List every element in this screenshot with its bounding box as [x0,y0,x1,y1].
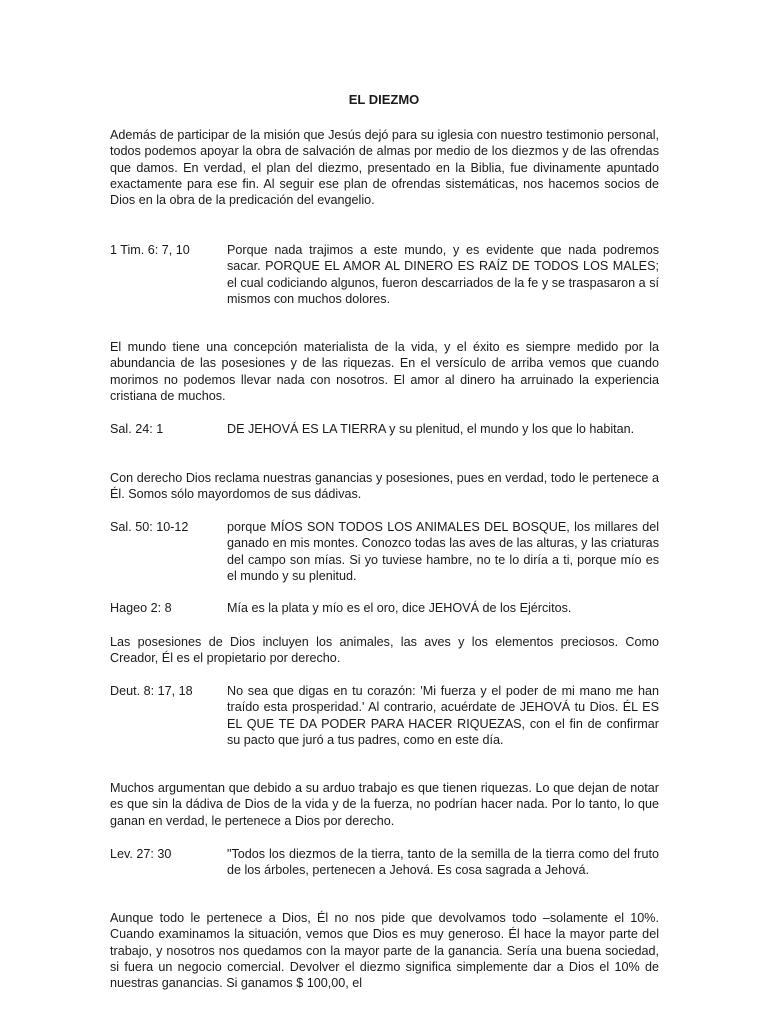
paragraph-text: Muchos argumentan que debido a su arduo trabajo es que tienen riquezas. Lo que dejan de notar es que sin la dádiva de Dios de la vida y de la fuerza, no podrían hacer nada. Por lo tanto, lo que ganan en verdad, le pertenece a Dios por derecho. [110,781,659,828]
verse-reference: Hageo 2: 8 [110,601,172,615]
paragraph-creator [110,634,659,667]
paragraph-text: Las posesiones de Dios incluyen los animales, las aves y los elementos preciosos. Como Creador, Él es el propietario por derecho. [110,635,659,666]
paragraph-stewards [110,470,659,503]
verse-text: Mía es la plata y mío es el oro, dice JEHOVÁ de los Ejércitos. [227,601,572,615]
verse-reference: Sal. 24: 1 [110,422,164,436]
verse-text: Porque nada trajimos a este mundo, y es evidente que nada podremos sacar. PORQUE EL AMOR AL DINERO ES RAÍZ DE TODOS LOS MALES; el cual codiciando algunos, fueron descarriados de la fe y se traspasaron a sí mismos con muchos dolores. [227,243,659,306]
paragraph-ten-percent [110,910,659,991]
verse-reference: 1 Tim. 6: 7, 10 [110,243,190,257]
paragraph-text: Con derecho Dios reclama nuestras ganancias y posesiones, pues en verdad, todo le pertenece a Él. Somos sólo mayordomos de sus dádivas. [110,471,659,502]
paragraph-text: Aunque todo le pertenece a Dios, Él no nos pide que devolvamos todo –solamente el 10%. Cuando examinamos la situación, vemos que Dios es muy generoso. Él hace la mayor parte del trabajo, y nosotros nos quedamos con la mayor parte de la ganancia. Sería una buena sociedad, si fuera un negocio comercial. Devolver el diezmo significa simplemente dar a Dios el 10% de nuestras ganancias. Si ganamos $ 100,00, el [110,911,659,991]
paragraph-text: El mundo tiene una concepción materialista de la vida, y el éxito es siempre medido por la abundancia de las posesiones y de las riquezas. En el versículo de arriba vemos que cuando morimos no podemos llevar nada con nosotros. El amor al dinero ha arruinado la experiencia cristiana de muchos. [110,340,659,403]
verse-reference: Sal. 50: 10-12 [110,520,189,534]
document-title: EL DIEZMO [348,92,420,107]
paragraph-text: Además de participar de la misión que Jesús dejó para su iglesia con nuestro testimonio personal, todos podemos apoyar la obra de salvación de almas por medio de los diezmos y de las ofrendas que damos. En verdad, el plan del diezmo, presentado en la Biblia, fue divinamente apuntado exactamente para ese fin. Al seguir ese plan de ofrendas sistemáticas, nos hacemos socios de Dios en la obra de la predicación del evangelio. [110,128,659,208]
paragraph-materialism [110,339,659,404]
verse-text: No sea que digas en tu corazón: 'Mi fuerza y el poder de mi mano me han traído esta prosperidad.' Al contrario, acuérdate de JEHOVÁ tu Dios. ÉL ES EL QUE TE DA PODER PARA HACER RIQUEZAS, con el fin de confirmar su pacto que juró a tus padres, como en este día. [227,684,659,747]
verse-reference: Deut. 8: 17, 18 [110,684,193,698]
verse-text: "Todos los diezmos de la tierra, tanto de la semilla de la tierra como del fruto de los árboles, pertenecen a Jehová. Es cosa sagrada a Jehová. [227,847,659,878]
paragraph-intro [110,127,659,208]
verse-reference: Lev. 27: 30 [110,847,172,861]
verse-text: porque MÍOS SON TODOS LOS ANIMALES DEL BOSQUE, los millares del ganado en mis montes. Conozco todas las aves de las alturas, y las criaturas del campo son mías. Si yo tuviese hambre, no te lo diría a ti, porque mío es el mundo y su plenitud. [227,520,659,583]
verse-text: DE JEHOVÁ ES LA TIERRA y su plenitud, el mundo y los que lo habitan. [227,422,635,436]
paragraph-hard-work [110,780,659,829]
